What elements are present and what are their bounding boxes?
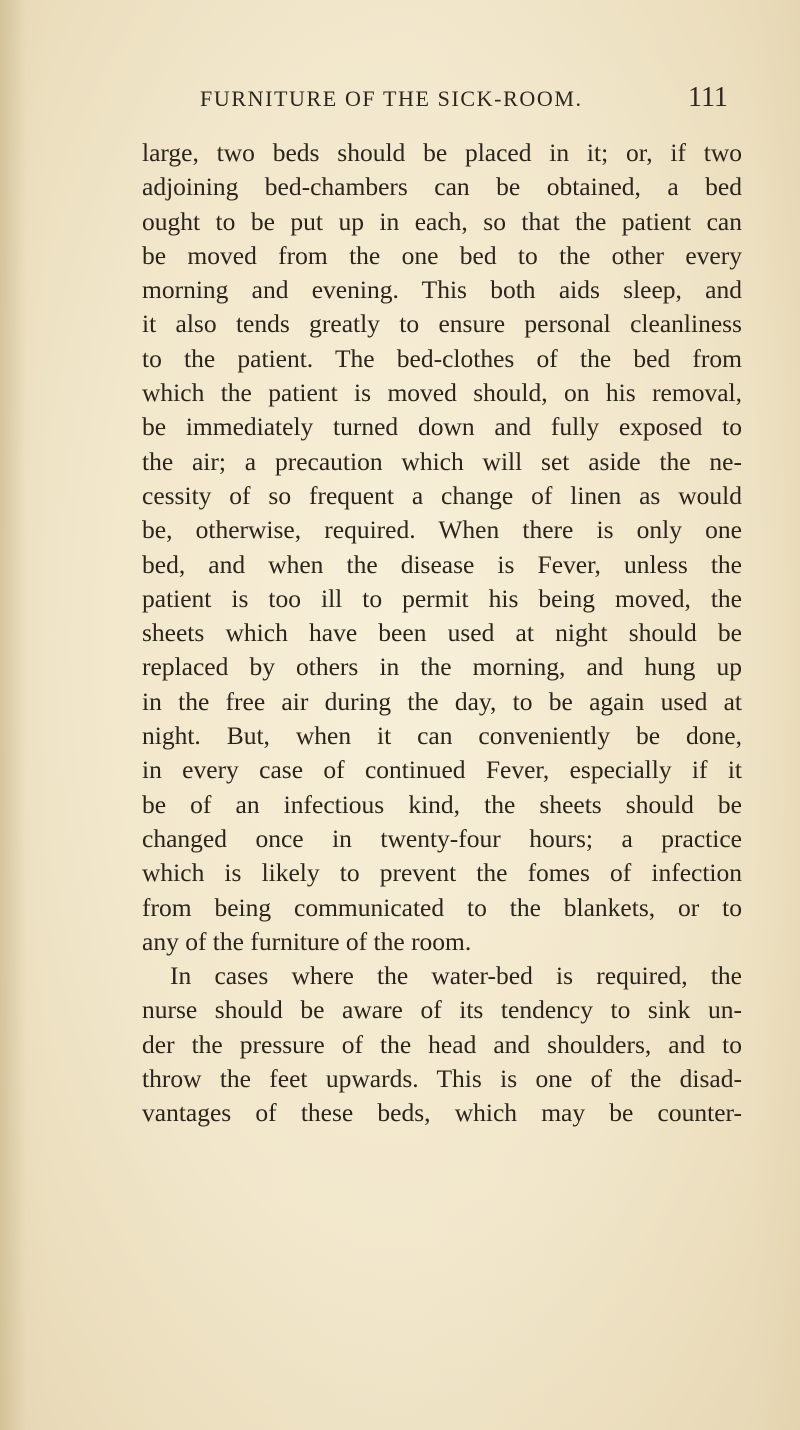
text-line: be of an infectious kind, the sheets should be <box>142 789 742 819</box>
text-line: it also tends greatly to ensure personal cleanliness <box>142 309 742 339</box>
paragraph-first-line: In cases where the water-bed is required, the <box>170 961 742 991</box>
text-line: be immediately turned down and fully exposed to <box>142 412 742 442</box>
text-line: which the patient is moved should, on his removal, <box>142 378 742 408</box>
text-line: sheets which have been used at night should be <box>142 618 742 648</box>
body-text <box>142 136 742 1131</box>
text-line: adjoining bed-chambers can be obtained, a bed <box>142 172 742 202</box>
text-line: throw the feet upwards. This is one of the disad- <box>142 1064 742 1094</box>
text-line: the air; a precaution which will set aside the ne- <box>142 446 742 476</box>
text-line: to the patient. The bed-clothes of the bed from <box>142 343 742 373</box>
text-line: in every case of continued Fever, especially if it <box>142 755 742 785</box>
page-fold-shadow <box>0 0 26 1430</box>
text-line: in the free air during the day, to be again used at <box>142 686 742 716</box>
text-line: bed, and when the disease is Fever, unless the <box>142 549 742 579</box>
text-line: morning and evening. This both aids sleep, and <box>142 275 742 305</box>
text-line: from being communicated to the blankets, or to <box>142 892 742 922</box>
running-title: FURNITURE OF THE SICK-ROOM. <box>200 86 583 111</box>
paragraph-last-line: any of the furniture of the room. <box>142 926 472 956</box>
text-line: der the pressure of the head and shoulders, and to <box>142 1029 742 1059</box>
running-head <box>0 82 800 126</box>
text-line: be, otherwise, required. When there is only one <box>142 515 742 545</box>
text-line: ought to be put up in each, so that the patient can <box>142 206 742 236</box>
text-line: cessity of so frequent a change of linen as would <box>142 480 742 510</box>
text-line: replaced by others in the morning, and hung up <box>142 652 742 682</box>
text-line: changed once in twenty-four hours; a practice <box>142 823 742 853</box>
page-number: 111 <box>688 82 728 113</box>
text-line: patient is too ill to permit his being moved, the <box>142 583 742 613</box>
text-line: night. But, when it can conveniently be done, <box>142 721 742 751</box>
text-line: vantages of these beds, which may be counter- <box>142 1098 742 1128</box>
text-line: large, two beds should be placed in it; or, if two <box>142 138 742 167</box>
text-line: be moved from the one bed to the other every <box>142 240 742 270</box>
text-line: nurse should be aware of its tendency to sink un- <box>142 995 742 1025</box>
text-line: which is likely to prevent the fomes of infection <box>142 858 742 888</box>
